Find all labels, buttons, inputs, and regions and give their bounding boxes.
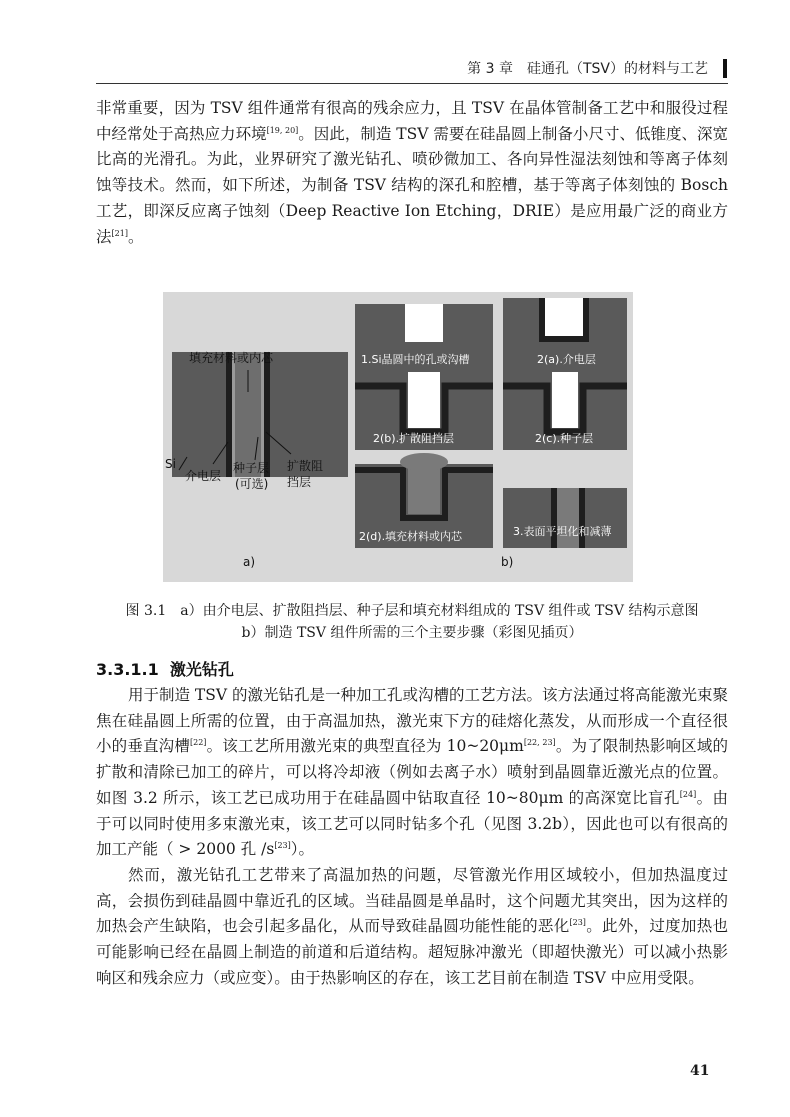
step-3-panel <box>503 488 627 548</box>
section-heading <box>96 657 234 680</box>
page-number: 41 <box>690 1063 710 1079</box>
step-2c-label: 2(c).种子层 <box>535 432 594 445</box>
dielectric-layer <box>264 352 270 477</box>
step-2d-label: 2(d).填充材料或内芯 <box>359 530 463 543</box>
dielectric-layer <box>226 352 232 477</box>
label-dielectric: 介电层 <box>185 469 222 483</box>
label-barrier-line-2: 挡层 <box>287 475 312 489</box>
reference-marker: [19, 20] <box>266 125 299 135</box>
part-b-label: b) <box>501 555 514 569</box>
section-title: 激光钻孔 <box>169 660 234 679</box>
reference-marker: [24] <box>679 789 697 799</box>
paragraph-2-text-e: ）。 <box>290 840 315 859</box>
diffusion-barrier-layer <box>232 352 235 477</box>
section-number: 3.3.1.1 <box>96 660 159 679</box>
reference-marker: [23] <box>569 918 586 928</box>
caption-line-1: 图 3.1 a）由介电层、扩散阻挡层、种子层和填充材料组成的 TSV 组件或 TSV 结构示意图 <box>125 603 699 619</box>
lined-hole <box>545 298 583 336</box>
paragraph-2-text-c: 。为了限制热影响区域的扩散和清除已加工的碎片，可以将冷却液（例如去离子水）喷射到晶圆靠近激光点的位置。如图 3.2 所示，该工艺已成功用于在硅晶圆中钻取直径 10~80μm 的高深宽比盲孔 <box>96 737 728 807</box>
label-seed-layer: 种子层 <box>233 461 270 475</box>
reference-marker: [22] <box>189 738 207 748</box>
running-head-bar <box>723 59 727 78</box>
etched-hole <box>405 304 443 342</box>
tsv-diagram <box>163 292 633 582</box>
paragraph-3-text-b: 。此外，过度加热也可能影响已经在晶圆上制造的前道和后道结构。超短脉冲激光（即超快激光）可以减小热影响区和残余应力（或应变）。由于热影响区的存在，该工艺目前在制造 TSV 中应用受限。 <box>96 917 728 987</box>
caption-line-2: b）制造 TSV 组件所需的三个主要步骤（彩图见插页） <box>241 625 583 641</box>
paragraph-1-text-a: 非常重要，因为 TSV 组件通常有很高的残余应力，且 TSV 在晶体管制备工艺中和服役过程中经常处于高热应力环境 <box>96 99 728 143</box>
step-1-panel <box>355 304 493 372</box>
paragraph-3 <box>96 863 728 992</box>
reference-marker: [21] <box>111 228 128 238</box>
running-head <box>96 55 728 84</box>
step-2a-panel <box>503 298 627 372</box>
label-fill-material: 填充材料或内芯 <box>189 351 274 365</box>
diffusion-barrier-layer <box>261 352 264 477</box>
step-3-label: 3.表面平坦化和减薄 <box>513 525 612 538</box>
step-2b-label: 2(b).扩散阻挡层 <box>373 432 455 445</box>
reference-marker: [22, 23] <box>523 738 556 748</box>
label-barrier-line-1: 扩散阻 <box>287 459 324 473</box>
running-head-title: 第 3 章 硅通孔（TSV）的材料与工艺 <box>467 61 708 77</box>
step-1-label: 1.Si晶圆中的孔或沟槽 <box>361 353 470 366</box>
reference-marker: [23] <box>274 841 291 851</box>
step-2d-panel <box>355 453 493 548</box>
label-seed-optional: (可选) <box>235 477 269 491</box>
step-2c-panel <box>503 372 627 450</box>
step-2a-label: 2(a).介电层 <box>537 353 596 366</box>
paragraph-2-text-d: 。由于可以同时使用多束激光束，该工艺可以同时钻多个孔（见图 3.2b），因此也可以有很高的加工产能（ > 2000 孔 /s <box>96 788 728 859</box>
process-steps <box>355 298 627 569</box>
paragraph-2-text-b: 。该工艺所用激光束的典型直径为 10~20μm <box>206 737 524 756</box>
figure-caption <box>96 600 728 644</box>
figure-3-1 <box>163 292 633 582</box>
overburden <box>400 453 448 471</box>
label-si: Si <box>165 457 176 471</box>
paragraph-1-text-c: 。 <box>127 227 144 246</box>
paragraph-1 <box>96 96 728 250</box>
paragraph-2 <box>96 683 728 863</box>
paragraph-1-text-b: 。因此，制造 TSV 需要在硅晶圆上制备小尺寸、低锥度、深宽比高的光滑孔。为此，业界研究了激光钻孔、喷砂微加工、各向异性湿法刻蚀和等离子体刻蚀等技术。然而，如下所述，为制备 TSV 结构的深孔和腔槽，基于等离子体刻蚀的 Bosch 工艺，即深反应离子蚀刻（Deep Reactive Ion Etching，DRIE）是应用最广泛的商业方法 <box>96 124 728 246</box>
paragraph-3-text-a: 然而，激光钻孔工艺带来了高温加热的问题，尽管激光作用区域较小，但加热温度过高，会损伤到硅晶圆中靠近孔的区域。当硅晶圆是单晶时，这个问题尤其突出，因为这样的加热会产生缺陷，也会引起多晶化，从而导致硅晶圆功能性能的恶化 <box>96 866 728 936</box>
paragraph-2-text-a: 用于制造 TSV 的激光钻孔是一种加工孔或沟槽的工艺方法。该方法通过将高能激光束聚焦在硅晶圆上所需的位置，由于高温加热，激光束下方的硅熔化蒸发，从而形成一个直径很小的垂直沟槽 <box>96 686 729 756</box>
step-2b-panel <box>355 372 493 450</box>
part-a-label: a) <box>243 555 256 569</box>
